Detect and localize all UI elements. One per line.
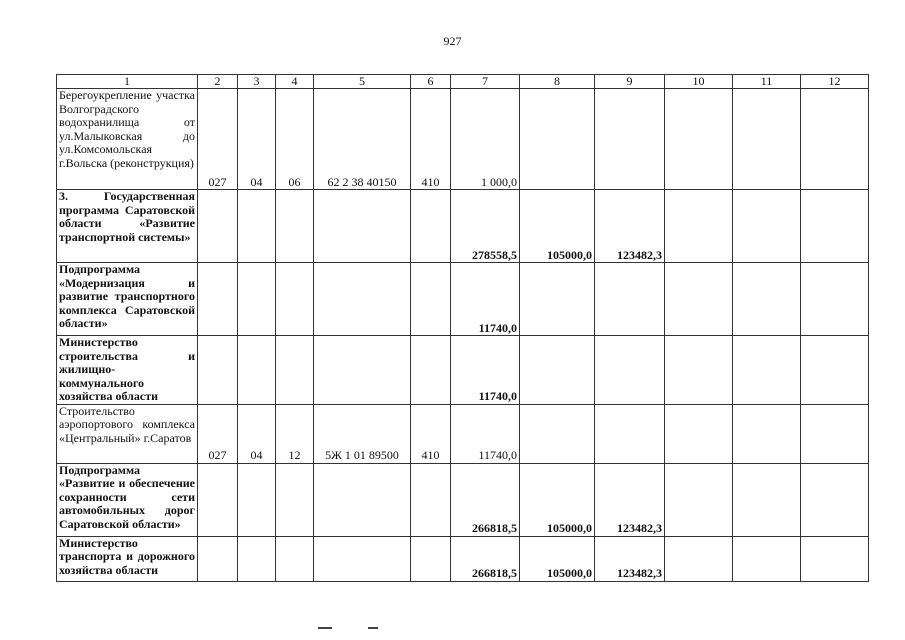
cell-col12 <box>801 190 869 263</box>
cell-section <box>238 463 276 536</box>
cell-amount-col8 <box>520 336 595 405</box>
cell-amount-col7: 11740,0 <box>451 263 520 336</box>
header-cell: 7 <box>451 75 520 89</box>
cell-amount-col8: 105000,0 <box>520 463 595 536</box>
cell-col11 <box>733 263 801 336</box>
cell-expense-type <box>411 336 451 405</box>
cell-subsection <box>276 536 314 581</box>
cell-col12 <box>801 404 869 463</box>
cell-amount-col9 <box>595 89 665 190</box>
cell-col10 <box>665 336 733 405</box>
cell-target-article <box>314 536 411 581</box>
cell-amount-col7: 266818,5 <box>451 463 520 536</box>
cell-section <box>238 190 276 263</box>
header-cell: 2 <box>198 75 238 89</box>
cell-col11 <box>733 463 801 536</box>
cell-amount-col9 <box>595 263 665 336</box>
cell-amount-col8: 105000,0 <box>520 190 595 263</box>
cell-col12 <box>801 536 869 581</box>
cell-chapter <box>198 263 238 336</box>
header-cell: 9 <box>595 75 665 89</box>
table-row <box>57 89 869 190</box>
cell-expense-type: 410 <box>411 404 451 463</box>
header-cell: 5 <box>314 75 411 89</box>
cell-expense-type <box>411 190 451 263</box>
scan-mark <box>318 627 332 629</box>
cell-section: 04 <box>238 89 276 190</box>
cell-amount-col8 <box>520 89 595 190</box>
header-cell: 6 <box>411 75 451 89</box>
cell-chapter: 027 <box>198 89 238 190</box>
cell-col12 <box>801 263 869 336</box>
table-row <box>57 536 869 581</box>
cell-col11 <box>733 190 801 263</box>
cell-col12 <box>801 89 869 190</box>
cell-subsection: 06 <box>276 89 314 190</box>
table-row <box>57 190 869 263</box>
cell-chapter: 027 <box>198 404 238 463</box>
cell-subsection <box>276 336 314 405</box>
cell-name: Подпрограмма «Развитие и обеспечение сохранности сети автомобильных дорог Саратовской области» <box>57 463 198 536</box>
header-cell: 1 <box>57 75 198 89</box>
cell-col10 <box>665 89 733 190</box>
cell-chapter <box>198 536 238 581</box>
cell-amount-col7: 266818,5 <box>451 536 520 581</box>
cell-col11 <box>733 536 801 581</box>
cell-amount-col7: 11740,0 <box>451 404 520 463</box>
scan-mark <box>368 627 378 629</box>
cell-col11 <box>733 89 801 190</box>
cell-col10 <box>665 263 733 336</box>
cell-col10 <box>665 536 733 581</box>
cell-amount-col8 <box>520 263 595 336</box>
header-cell: 3 <box>238 75 276 89</box>
scan-marks <box>318 627 378 629</box>
cell-section <box>238 336 276 405</box>
cell-amount-col9: 123482,3 <box>595 536 665 581</box>
cell-col11 <box>733 336 801 405</box>
cell-amount-col9: 123482,3 <box>595 190 665 263</box>
header-cell: 8 <box>520 75 595 89</box>
cell-name: Строительство аэропортового комплекса «Центральный» г.Саратов <box>57 404 198 463</box>
cell-amount-col7: 11740,0 <box>451 336 520 405</box>
header-cell: 4 <box>276 75 314 89</box>
cell-name: Подпрограмма «Модернизация и развитие транспортного комплекса Саратовской области» <box>57 263 198 336</box>
header-cell: 11 <box>733 75 801 89</box>
cell-amount-col9: 123482,3 <box>595 463 665 536</box>
cell-chapter <box>198 336 238 405</box>
cell-col10 <box>665 404 733 463</box>
cell-target-article: 62 2 38 40150 <box>314 89 411 190</box>
cell-section: 04 <box>238 404 276 463</box>
table-row <box>57 404 869 463</box>
table-row <box>57 263 869 336</box>
cell-target-article <box>314 190 411 263</box>
cell-expense-type <box>411 463 451 536</box>
cell-subsection <box>276 263 314 336</box>
cell-amount-col7: 1 000,0 <box>451 89 520 190</box>
cell-section <box>238 536 276 581</box>
cell-subsection <box>276 463 314 536</box>
page-number: 927 <box>443 34 462 48</box>
cell-expense-type <box>411 263 451 336</box>
table-body <box>57 75 869 582</box>
cell-expense-type: 410 <box>411 89 451 190</box>
header-cell: 12 <box>801 75 869 89</box>
cell-target-article <box>314 263 411 336</box>
cell-col12 <box>801 336 869 405</box>
cell-expense-type <box>411 536 451 581</box>
cell-amount-col8 <box>520 404 595 463</box>
cell-name: Берегоукрепление участка Волгоградского водохранилища от ул.Малыковская до ул.Комсомольская г.Вольска (реконструкция) <box>57 89 198 190</box>
cell-amount-col7: 278558,5 <box>451 190 520 263</box>
cell-target-article: 5Ж 1 01 89500 <box>314 404 411 463</box>
cell-subsection <box>276 190 314 263</box>
cell-name: Министерство транспорта и дорожного хозяйства области <box>57 536 198 581</box>
cell-col11 <box>733 404 801 463</box>
cell-amount-col9 <box>595 404 665 463</box>
cell-col12 <box>801 463 869 536</box>
cell-chapter <box>198 463 238 536</box>
cell-amount-col8: 105000,0 <box>520 536 595 581</box>
table-row <box>57 463 869 536</box>
cell-col10 <box>665 463 733 536</box>
cell-section <box>238 263 276 336</box>
cell-col10 <box>665 190 733 263</box>
cell-name: 3. Государственная программа Саратовской области «Развитие транспортной системы» <box>57 190 198 263</box>
cell-target-article <box>314 463 411 536</box>
budget-table <box>56 74 869 582</box>
cell-target-article <box>314 336 411 405</box>
cell-chapter <box>198 190 238 263</box>
header-cell: 10 <box>665 75 733 89</box>
cell-subsection: 12 <box>276 404 314 463</box>
header-row <box>57 75 869 89</box>
table-row <box>57 336 869 405</box>
cell-name: Министерство строительства и жилищно-коммунального хозяйства области <box>57 336 198 405</box>
cell-amount-col9 <box>595 336 665 405</box>
